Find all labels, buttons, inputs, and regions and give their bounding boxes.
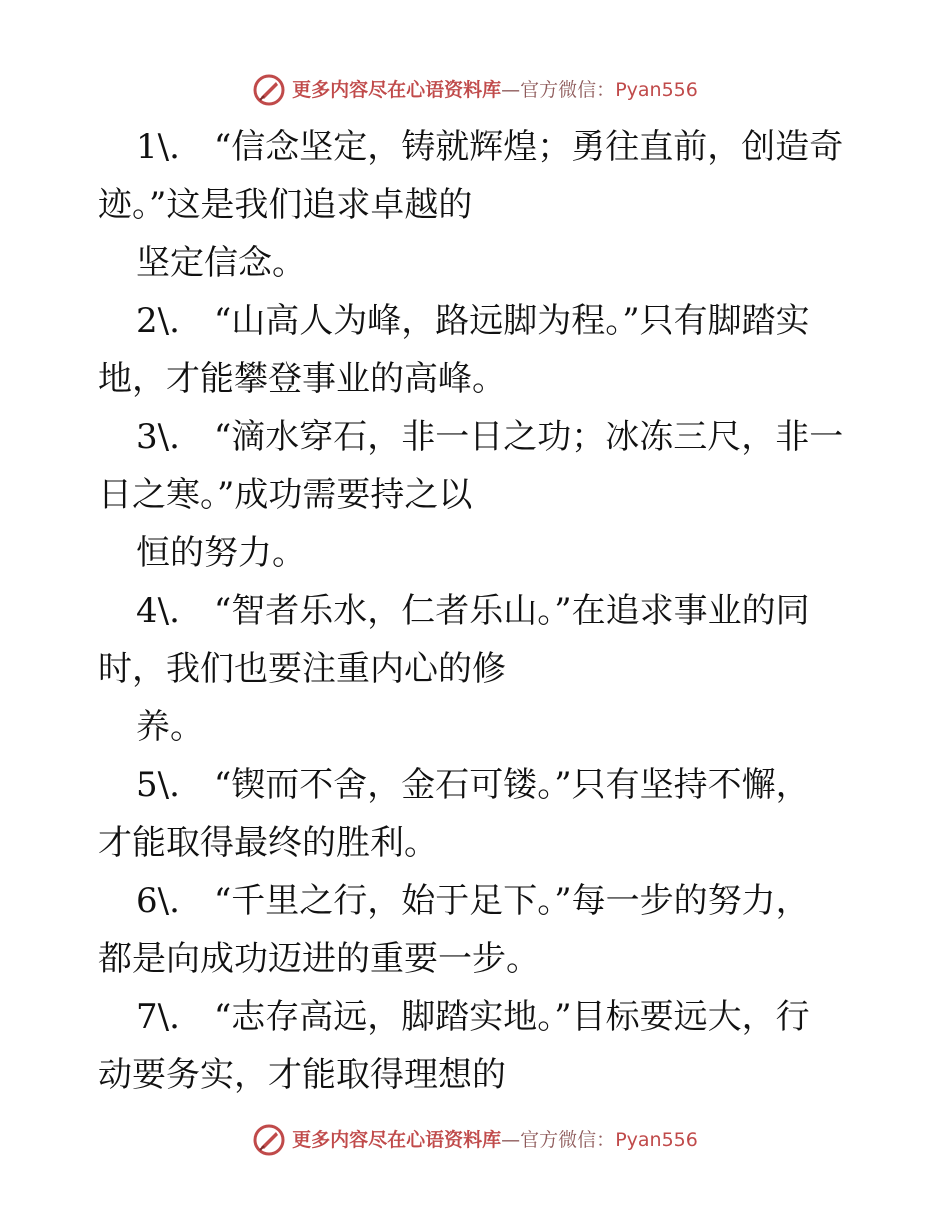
watermark-main: 更多内容尽在心语资料库	[292, 1128, 502, 1151]
paragraph-6	[98, 872, 854, 988]
paragraph-line: 6\. “千里之行，始于足下。”每一步的努力，	[136, 881, 810, 921]
paragraph-line: 动要务实，才能取得理想的	[98, 1055, 506, 1095]
watermark-footer	[0, 1118, 950, 1162]
paragraph-line: 4\. “智者乐水，仁者乐山。”在追求事业的同	[136, 591, 810, 631]
watermark-sub: —官方微信：	[501, 1128, 616, 1151]
watermark-id: Pyan556	[615, 1128, 698, 1151]
paragraph-line: 3\. “滴水穿石，非一日之功；冰冻三尺，非一	[136, 417, 844, 457]
paragraph-line: 恒的努力。	[136, 533, 306, 573]
document-body	[98, 118, 854, 1104]
paragraph-line: 迹。”这是我们追求卓越的	[98, 185, 473, 225]
paragraph-line: 地，才能攀登事业的高峰。	[98, 359, 506, 399]
quill-logo-icon	[252, 1123, 286, 1157]
watermark-text	[292, 1128, 698, 1151]
watermark-id: Pyan556	[615, 78, 698, 101]
watermark-text	[292, 78, 698, 101]
paragraph-line: 5\. “锲而不舍，金石可镂。”只有坚持不懈，	[136, 765, 810, 805]
watermark-main: 更多内容尽在心语资料库	[292, 78, 502, 101]
paragraph-5	[98, 756, 854, 872]
paragraph-line: 坚定信念。	[136, 243, 306, 283]
paragraph-1	[98, 118, 854, 292]
paragraph-line: 都是向成功迈进的重要一步。	[98, 939, 540, 979]
paragraph-3	[98, 408, 854, 582]
paragraph-7	[98, 988, 854, 1104]
quill-logo-icon	[252, 73, 286, 107]
paragraph-2	[98, 292, 854, 408]
paragraph-line: 才能取得最终的胜利。	[98, 823, 438, 863]
paragraph-line: 日之寒。”成功需要持之以	[98, 475, 473, 515]
paragraph-line: 时，我们也要注重内心的修	[98, 649, 506, 689]
paragraph-line: 养。	[136, 707, 204, 747]
paragraph-line: 1\. “信念坚定，铸就辉煌；勇往直前，创造奇	[136, 127, 844, 167]
paragraph-4	[98, 582, 854, 756]
paragraph-line: 2\. “山高人为峰，路远脚为程。”只有脚踏实	[136, 301, 810, 341]
watermark-sub: —官方微信：	[501, 78, 616, 101]
watermark-header	[0, 68, 950, 112]
paragraph-line: 7\. “志存高远，脚踏实地。”目标要远大，行	[136, 997, 810, 1037]
